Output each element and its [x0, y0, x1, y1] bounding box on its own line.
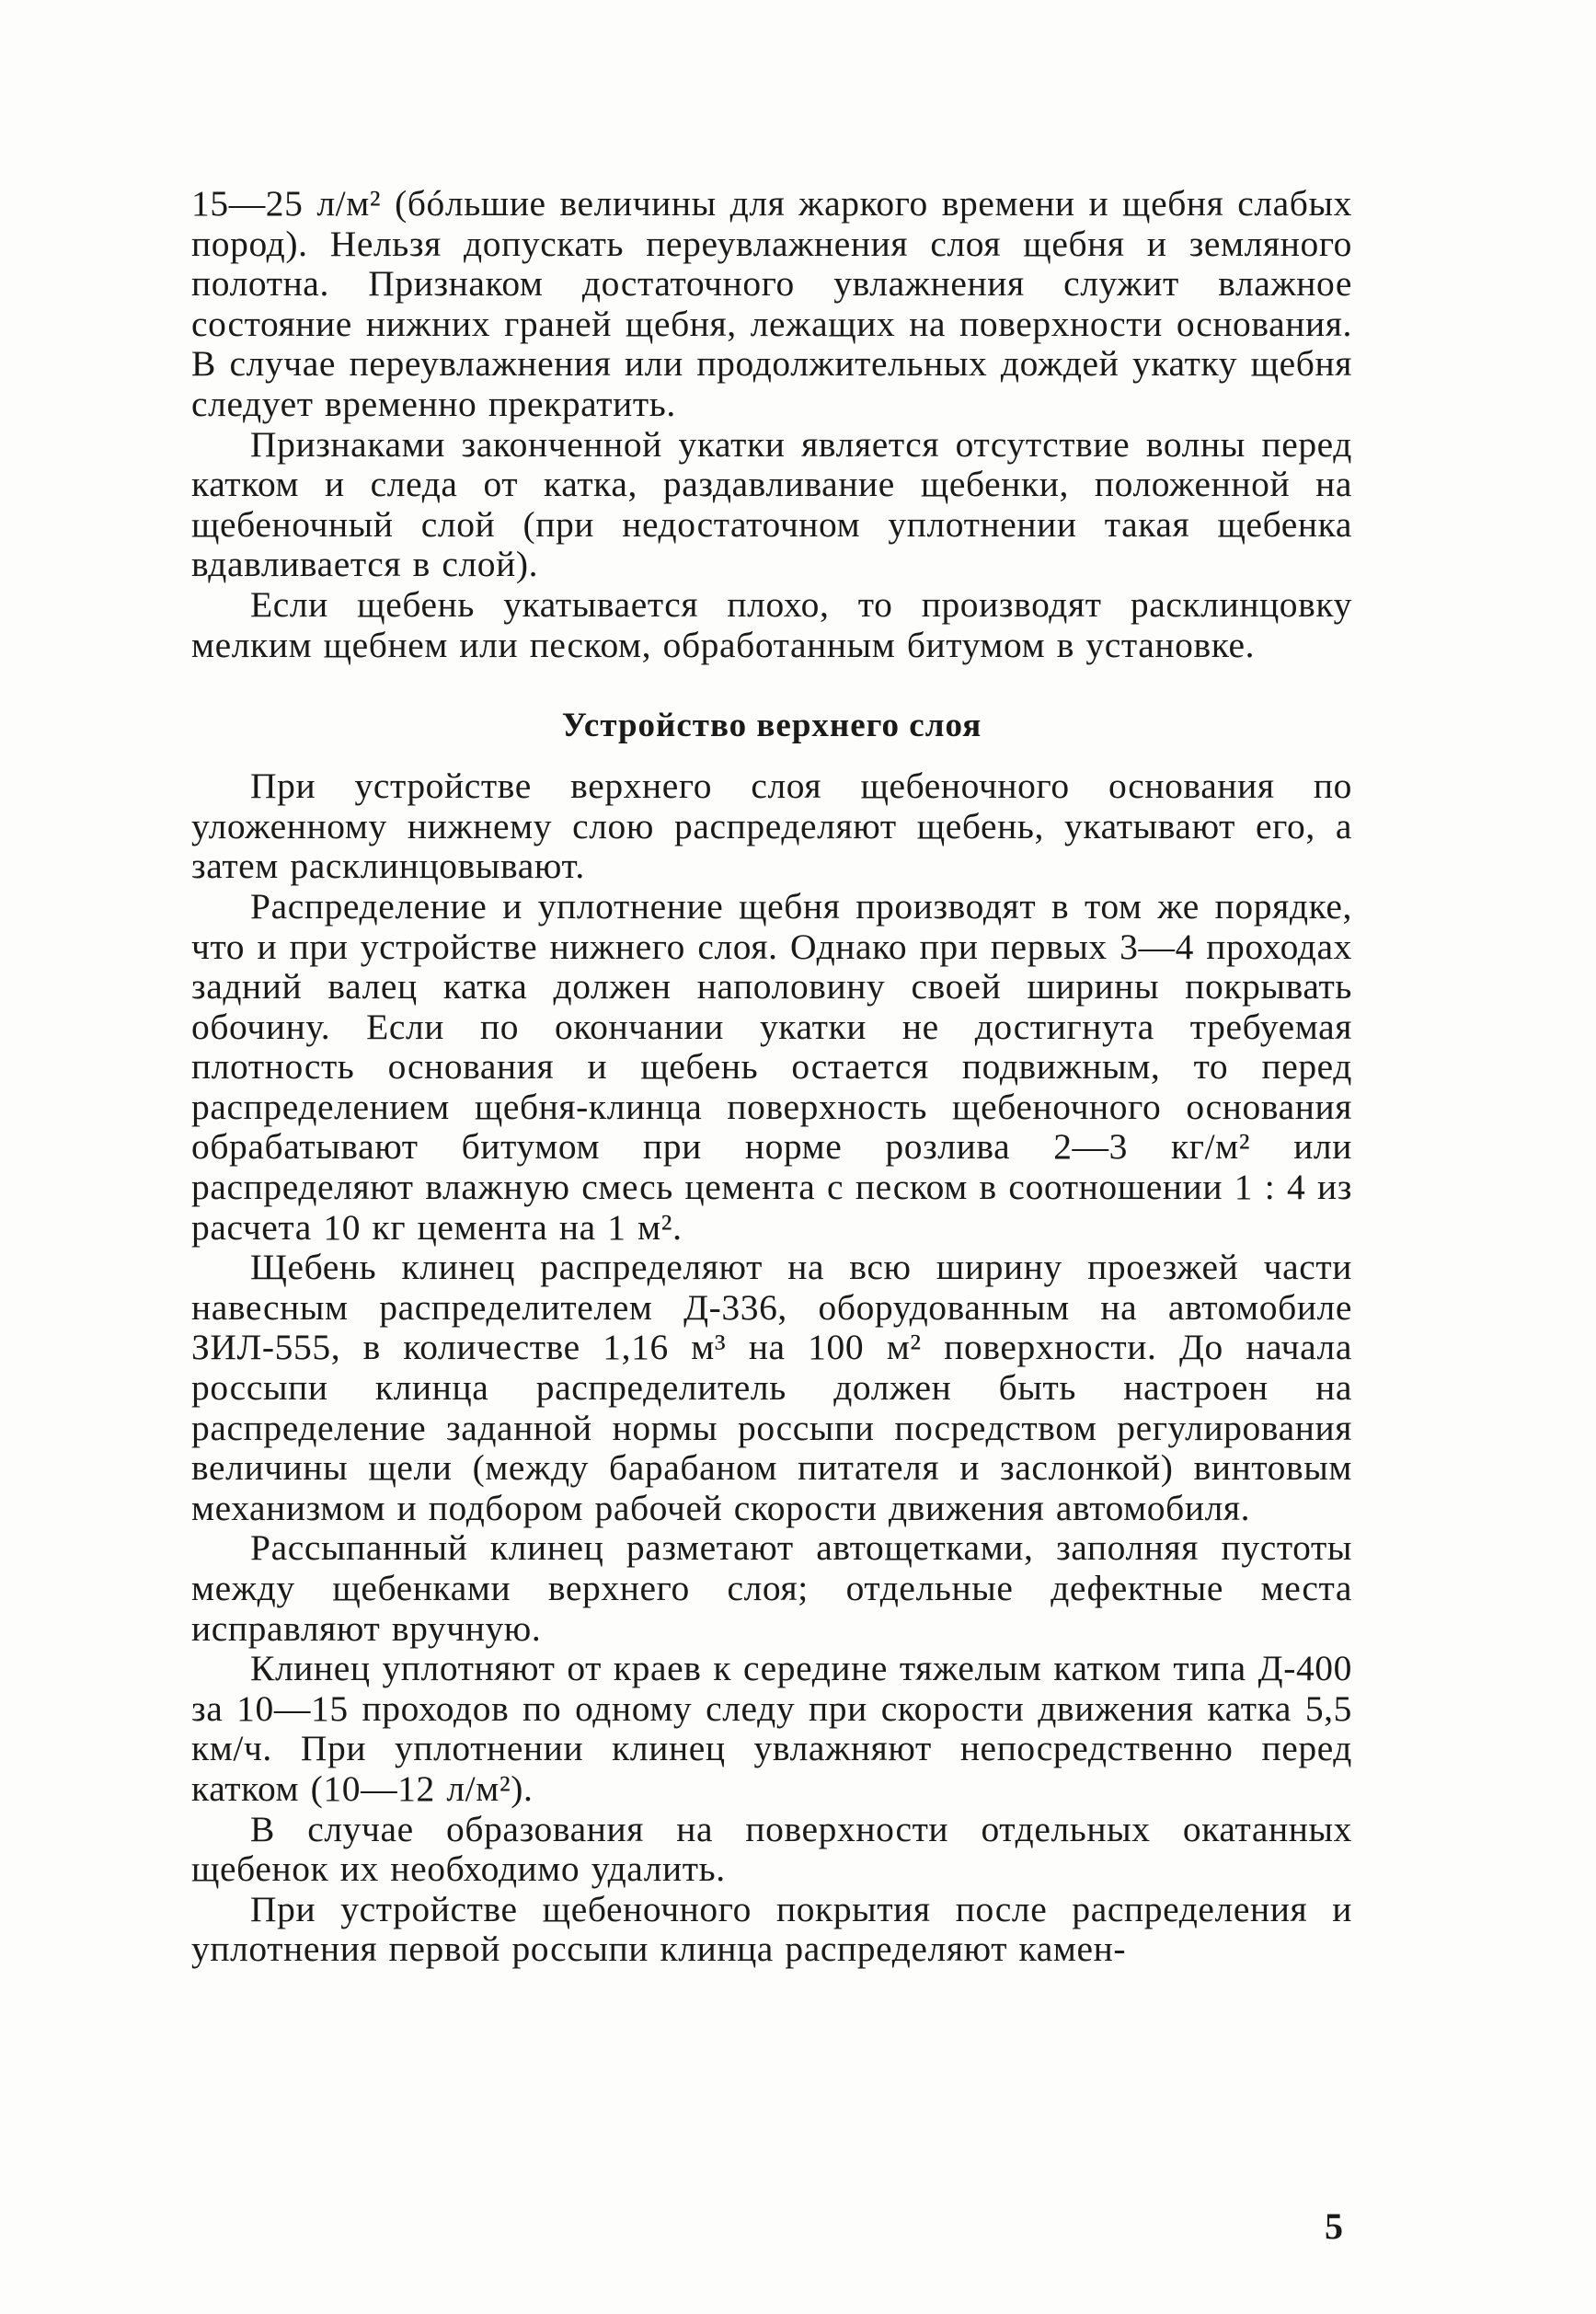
paragraph: Щебень клинец распределяют на всю ширину проезжей части навесным распределителем Д-336, оборудованным на автомобиле ЗИЛ-555, в количестве 1,16 м³ на 100 м² поверхности. До начала россыпи клинца распределитель должен быть настроен на распределение заданной нормы россыпи посредством регулирования величины щели (между барабаном питателя и заслонкой) винтовым механизмом и подбором рабочей скорости движения автомобиля.	[191, 1247, 1352, 1528]
paragraph: Клинец уплотняют от краев к середине тяжелым катком типа Д-400 за 10—15 проходов по одному следу при скорости движения катка 5,5 км/ч. При уплотнении клинец увлажняют непосредственно перед катком (10—12 л/м²).	[191, 1648, 1352, 1809]
paragraph: При устройстве щебеночного покрытия после распределения и уплотнения первой россыпи клинца распределяют камен-	[191, 1888, 1352, 1970]
page-number: 5	[1325, 2205, 1343, 2247]
paragraph: Если щебень укатывается плохо, то производят расклинцовку мелким щебнем или песком, обработанным битумом в установке.	[191, 583, 1352, 665]
paragraph: Распределение и уплотнение щебня производят в том же порядке, что и при устройстве нижнего слоя. Однако при первых 3—4 проходах задний валец катка должен наполовину своей ширины покрывать обочину. Если по окончании укатки не достигнута требуемая плотность основания и щебень остается подвижным, то перед распределением щебня-клинца поверхность щебеночного основания обрабатывают битумом при норме розлива 2—3 кг/м² или распределяют влажную смесь цемента с песком в соотношении 1 : 4 из расчета 10 кг цемента на 1 м².	[191, 885, 1352, 1248]
paragraph: Признаками законченной укатки является отсутствие волны перед катком и следа от катка, раздавливание щебенки, положенной на щебеночный слой (при недостаточном уплотнении такая щебенка вдавливается в слой).	[191, 423, 1352, 585]
section-heading: Устройство верхнего слоя	[561, 707, 982, 745]
paragraph: 15—25 л/м² (бóльшие величины для жаркого времени и щебня слабых пород). Нельзя допускать переувлажнения слоя щебня и земляного полотна. Признаком достаточного увлажнения служит влажное состояние нижних граней щебня, лежащих на поверхности основания. В случае переувлажнения или продолжительных дождей укатку щебня следует временно прекратить.	[191, 183, 1352, 424]
paragraph: В случае образования на поверхности отдельных окатанных щебенок их необходимо удалить.	[191, 1808, 1352, 1890]
paragraph: При устройстве верхнего слоя щебеночного основания по уложенному нижнему слою распределяют щебень, укатывают его, а затем расклинцовывают.	[191, 766, 1352, 887]
page-text	[191, 184, 1352, 1970]
paragraph: Рассыпанный клинец разметают автощетками, заполняя пустоты между щебенками верхнего слоя; отдельные дефектные места исправляют вручную.	[191, 1527, 1352, 1649]
